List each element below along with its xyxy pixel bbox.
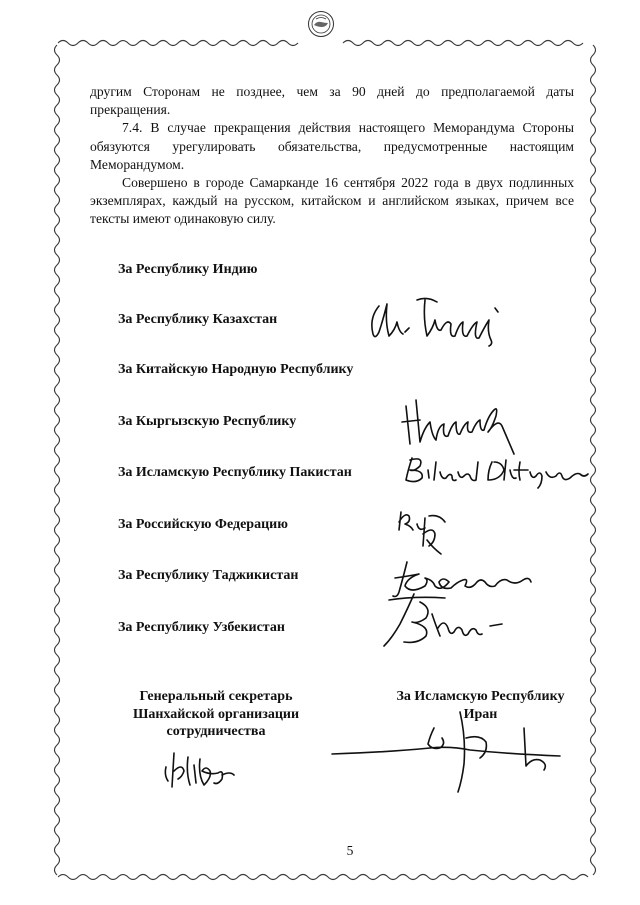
- signature-kazakhstan: [365, 292, 515, 347]
- secretary-general-line2: Шанхайской организации: [132, 706, 300, 722]
- signatory-china: За Китайскую Народную Республику: [118, 362, 354, 377]
- iran-line1: За Исламскую Республику: [396, 689, 565, 704]
- signatory-russia: За Российскую Федерацию: [118, 517, 288, 532]
- secretary-general-line1: Генеральный секретарь: [139, 689, 293, 704]
- signatory-tajikistan: За Республику Таджикистан: [118, 568, 299, 583]
- signatory-pakistan: За Исламскую Республику Пакистан: [118, 465, 352, 480]
- signatory-kazakhstan: За Республику Казахстан: [118, 312, 278, 327]
- paragraph-signing-statement: Совершено в городе Самарканде 16 сентября 2022 года в двух подлинных экземплярах, каждый на русском, китайском и английском языках, причем все тексты имеют одинаковую силу.: [90, 175, 574, 227]
- page-number: 5: [346, 843, 354, 858]
- sco-emblem-icon: [307, 10, 335, 38]
- signatory-uzbekistan: За Республику Узбекистан: [118, 620, 285, 635]
- signatory-india: За Республику Индию: [118, 262, 258, 277]
- paragraph-7-4: 7.4. В случае прекращения действия настоящего Меморандума Стороны обязуются урегулировать обязательства, предусмотренные настоящим Меморандумом.: [90, 120, 574, 172]
- signature-russia: [395, 504, 455, 564]
- signatory-kyrgyzstan: За Кыргызскую Республику: [118, 414, 297, 429]
- signature-secretary-general: [160, 745, 270, 795]
- iran-line2: Иран: [463, 706, 498, 722]
- memorandum-text: [90, 83, 574, 229]
- signature-iran: [330, 708, 565, 796]
- secretary-general-line3: сотрудничества: [166, 724, 266, 739]
- signature-pakistan: [402, 452, 592, 490]
- paragraph-termination-notice: другим Сторонам не позднее, чем за 90 дней до предполагаемой даты прекращения.: [90, 84, 574, 118]
- secretary-general-block: [110, 688, 322, 741]
- signature-uzbekistan: [380, 590, 515, 652]
